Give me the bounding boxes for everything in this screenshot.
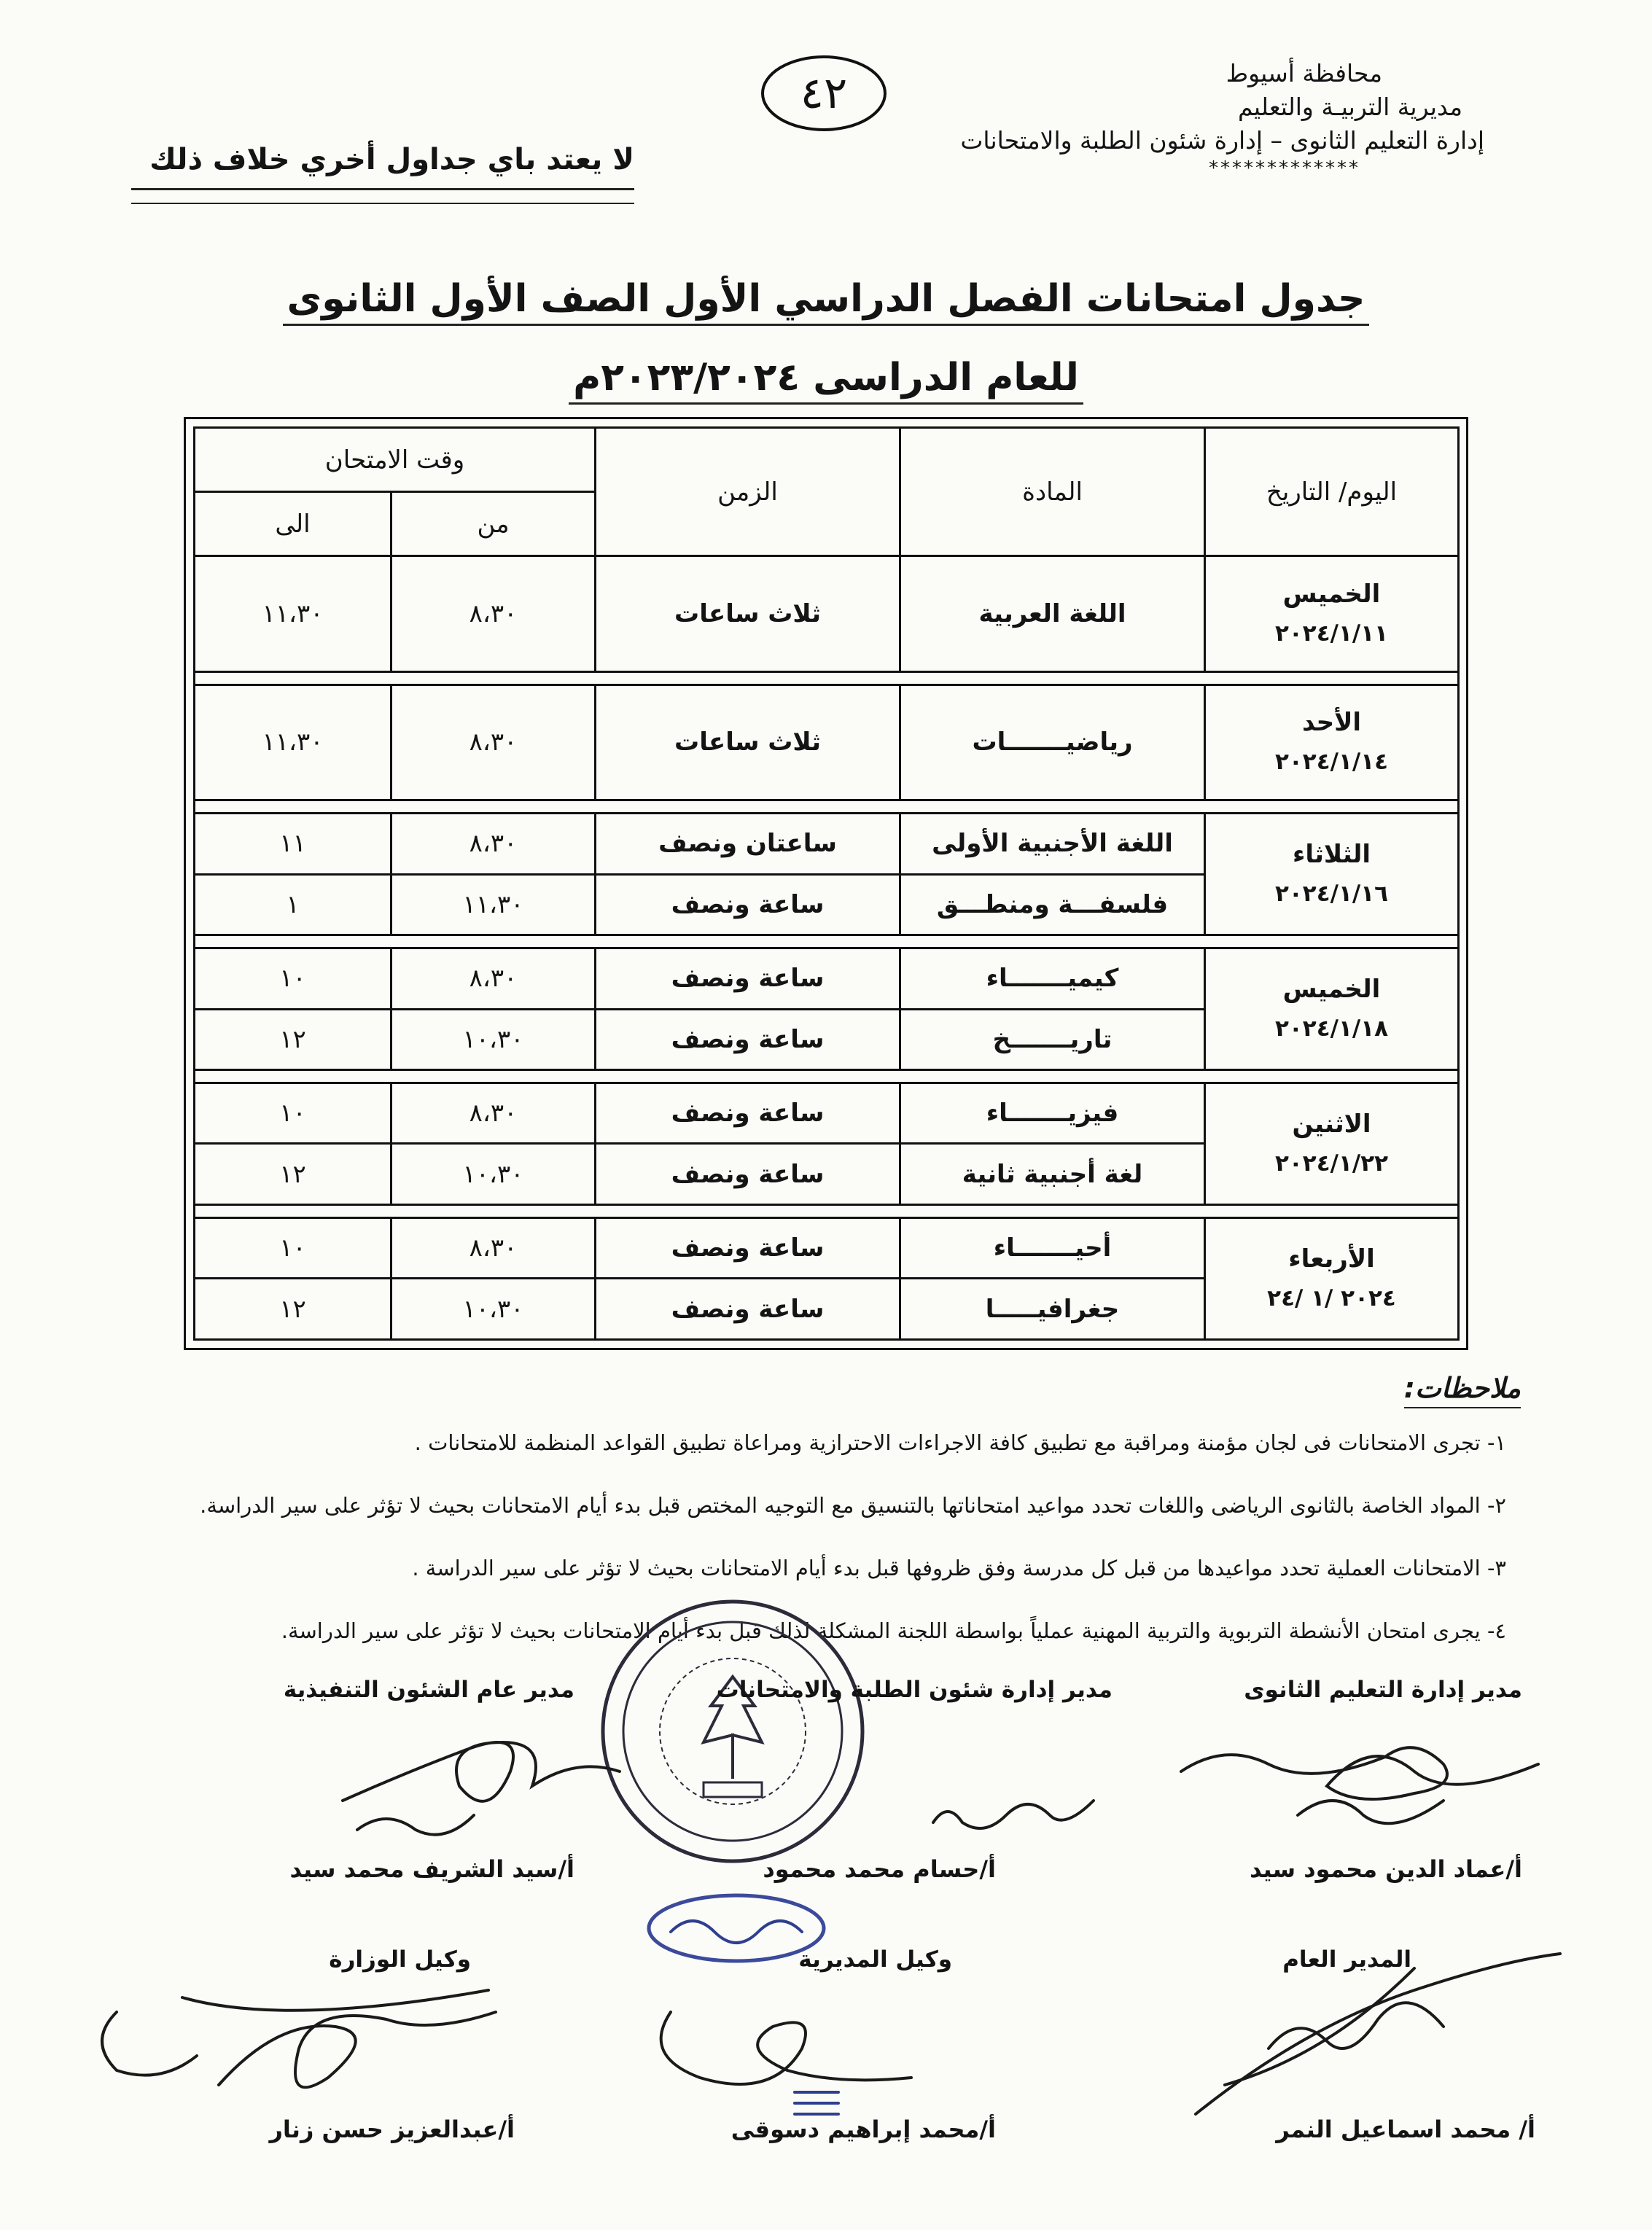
- day-date-cell: [1205, 948, 1459, 1069]
- exam-schedule-frame: [184, 417, 1468, 1350]
- directorate-line: مديرية التربيـة والتعليم: [1237, 93, 1462, 121]
- to-time-cell: ١٠: [195, 1217, 391, 1279]
- day-date-cell: [1205, 685, 1459, 800]
- duration-cell: ثلاث ساعات: [596, 685, 900, 800]
- to-time-cell: ١٢: [195, 1279, 391, 1340]
- signature-scribble: [1181, 1939, 1589, 2129]
- duration-cell: ساعتان ونصف: [596, 814, 900, 875]
- role-exams-affairs-director: مدير إدارة شئون الطلبة والامتحانات: [716, 1677, 1113, 1703]
- to-time-cell: ١٠: [195, 948, 391, 1009]
- handwritten-page-number: [758, 52, 889, 134]
- official-seal-stamp: [598, 1597, 868, 1866]
- header-subject: المادة: [900, 428, 1205, 556]
- notice-box: [109, 143, 634, 176]
- signature-scribble: [1166, 1713, 1546, 1844]
- header-exam-time: وقت الامتحان: [195, 428, 596, 492]
- day-separator-cell: [195, 1204, 1459, 1217]
- from-time-cell: ٨،٣٠: [391, 556, 596, 672]
- from-time-cell: ٨،٣٠: [391, 1217, 596, 1279]
- to-time-cell: ١١،٣٠: [195, 685, 391, 800]
- day-name: الاثنين: [1292, 1109, 1371, 1139]
- duration-cell: ساعة ونصف: [596, 874, 900, 935]
- duration-cell: ساعة ونصف: [596, 1144, 900, 1205]
- subject-cell: فيزيـــــــاء: [900, 1083, 1205, 1144]
- to-time-cell: ١: [195, 874, 391, 935]
- duration-cell: ساعة ونصف: [596, 1083, 900, 1144]
- header-day-date: اليوم/ التاريخ: [1205, 428, 1459, 556]
- administration-line: إدارة التعليم الثانوى – إدارة شئون الطلبة والامتحانات: [960, 126, 1484, 155]
- header-from: من: [391, 492, 596, 556]
- day-separator: [195, 800, 1459, 814]
- note-item: ١- تجرى الامتحانات فى لجان مؤمنة ومراقبة مع تطبيق كافة الاجراءات الاحترازية ومراعاة تطبيق القواعد المنظمة للامتحانات .: [414, 1430, 1506, 1455]
- from-time-cell: ٨،٣٠: [391, 1083, 596, 1144]
- signature-scribble: [328, 1706, 634, 1852]
- stars-divider: *************: [1209, 157, 1360, 179]
- from-time-cell: ٨،٣٠: [391, 948, 596, 1009]
- table-row: [195, 1217, 1459, 1279]
- signature-scribble: [649, 1983, 955, 2129]
- notice-text: لا يعتد باي جداول أخري خلاف ذلك: [149, 143, 634, 176]
- day-separator-cell: [195, 1070, 1459, 1083]
- exam-date: ٢٠٢٤/١/١٨: [1274, 1015, 1389, 1042]
- table-row: [195, 685, 1459, 800]
- table-row: [195, 1083, 1459, 1144]
- governorate-line: محافظة أسيوط: [1226, 59, 1382, 87]
- subject-cell: تاريـــــــخ: [900, 1009, 1205, 1070]
- day-separator: [195, 1070, 1459, 1083]
- from-time-cell: ١٠،٣٠: [391, 1144, 596, 1205]
- subject-cell: كيميـــــــاء: [900, 948, 1205, 1009]
- subject-cell: فلسفـــة ومنطـــق: [900, 874, 1205, 935]
- signer-name: أ/عبدالعزيز حسن زنار: [269, 2116, 515, 2143]
- subject-cell: أحيـــــــاء: [900, 1217, 1205, 1279]
- note-item: ٤- يجرى امتحان الأنشطة التربوية والتربية المهنية عملياً بواسطة اللجنة المشكلة لذلك قبل بدء أيام الامتحانات بحيث لا تؤثر على سير الدراسة.: [281, 1618, 1506, 1643]
- duration-cell: ساعة ونصف: [596, 1217, 900, 1279]
- exam-schedule-table: [193, 426, 1460, 1341]
- day-separator: [195, 935, 1459, 948]
- role-general-director: المدير العام: [1282, 1946, 1411, 1973]
- to-time-cell: ١٢: [195, 1009, 391, 1070]
- day-date-cell: [1205, 556, 1459, 672]
- day-separator: [195, 1204, 1459, 1217]
- page-number-text: ٤٢: [800, 68, 848, 119]
- subject-cell: اللغة العربية: [900, 556, 1205, 672]
- day-name: الخميس: [1282, 579, 1381, 609]
- exam-date: ٢٠٢٤/١/١٤: [1274, 749, 1389, 776]
- day-separator-cell: [195, 800, 1459, 814]
- header-to: الى: [195, 492, 391, 556]
- subject-cell: جغرافيـــــا: [900, 1279, 1205, 1340]
- table-row: [195, 556, 1459, 672]
- signer-name: أ/سيد الشريف محمد سيد: [289, 1855, 574, 1883]
- day-name: الثلاثاء: [1293, 840, 1371, 870]
- duration-cell: ثلاث ساعات: [596, 556, 900, 672]
- academic-year-title: للعام الدراسى ٢٠٢٣/٢٠٢٤م: [0, 356, 1652, 399]
- note-item: ٢- المواد الخاصة بالثانوى الرياضى واللغات تحدد مواعيد امتحاناتها بالتنسيق مع التوجيه المختص قبل بدء أيام الامتحانات بحيث لا تؤثر على سير الدراسة.: [200, 1493, 1506, 1518]
- day-name: الخميس: [1282, 975, 1381, 1004]
- table-row: [195, 814, 1459, 875]
- day-name: الأحد: [1301, 708, 1362, 738]
- day-separator-cell: [195, 935, 1459, 948]
- exam-date: ٢٠٢٤ /١ /٢٤: [1267, 1284, 1396, 1311]
- from-time-cell: ٨،٣٠: [391, 814, 596, 875]
- to-time-cell: ١١،٣٠: [195, 556, 391, 672]
- signer-name: أ/ محمد اسماعيل النمر: [1276, 2116, 1535, 2143]
- from-time-cell: ١١،٣٠: [391, 874, 596, 935]
- subject-cell: رياضيـــــــات: [900, 685, 1205, 800]
- signature-scribble: [919, 1779, 1108, 1852]
- exam-date: ٢٠٢٤/١/١٦: [1274, 881, 1389, 908]
- from-time-cell: ١٠،٣٠: [391, 1009, 596, 1070]
- notice-underline-2: [131, 203, 634, 204]
- day-date-cell: [1205, 814, 1459, 935]
- signer-name: أ/عماد الدين محمود سيد: [1250, 1855, 1522, 1883]
- signer-name: أ/حسام محمد محمود: [763, 1855, 996, 1883]
- duration-cell: ساعة ونصف: [596, 1009, 900, 1070]
- role-executive-affairs-director: مدير عام الشئون التنفيذية: [283, 1677, 574, 1703]
- from-time-cell: ١٠،٣٠: [391, 1279, 596, 1340]
- duration-cell: ساعة ونصف: [596, 1279, 900, 1340]
- notice-underline: [131, 188, 634, 190]
- day-date-cell: [1205, 1217, 1459, 1339]
- day-date-cell: [1205, 1083, 1459, 1204]
- table-row: [195, 948, 1459, 1009]
- signature-scribble: [73, 1954, 569, 2121]
- notes-title: ملاحظات:: [1404, 1372, 1521, 1408]
- subject-cell: لغة أجنبية ثانية: [900, 1144, 1205, 1205]
- page-title: جدول امتحانات الفصل الدراسي الأول الصف الأول الثانوى: [0, 277, 1652, 321]
- from-time-cell: ٨،٣٠: [391, 685, 596, 800]
- signer-name: أ/محمد إبراهيم دسوقى: [730, 2116, 996, 2143]
- exam-date: ٢٠٢٤/١/١١: [1274, 620, 1389, 647]
- role-deputy-directorate: وكيل المديرية: [798, 1946, 952, 1973]
- role-deputy-ministry: وكيل الوزارة: [329, 1946, 471, 1973]
- to-time-cell: ١٢: [195, 1144, 391, 1205]
- header-duration: الزمن: [596, 428, 900, 556]
- day-separator-cell: [195, 671, 1459, 685]
- role-secondary-education-director: مدير إدارة التعليم الثانوى: [1244, 1677, 1522, 1703]
- subject-cell: اللغة الأجنبية الأولى: [900, 814, 1205, 875]
- day-name: الأربعاء: [1288, 1244, 1375, 1274]
- note-item: ٣- الامتحانات العملية تحدد مواعيدها من قبل كل مدرسة وفق ظروفها قبل بدء أيام الامتحانات بحيث لا تؤثر على سير الدراسة .: [412, 1556, 1506, 1580]
- to-time-cell: ١٠: [195, 1083, 391, 1144]
- to-time-cell: ١١: [195, 814, 391, 875]
- day-separator: [195, 671, 1459, 685]
- duration-cell: ساعة ونصف: [596, 948, 900, 1009]
- exam-date: ٢٠٢٤/١/٢٢: [1274, 1150, 1389, 1177]
